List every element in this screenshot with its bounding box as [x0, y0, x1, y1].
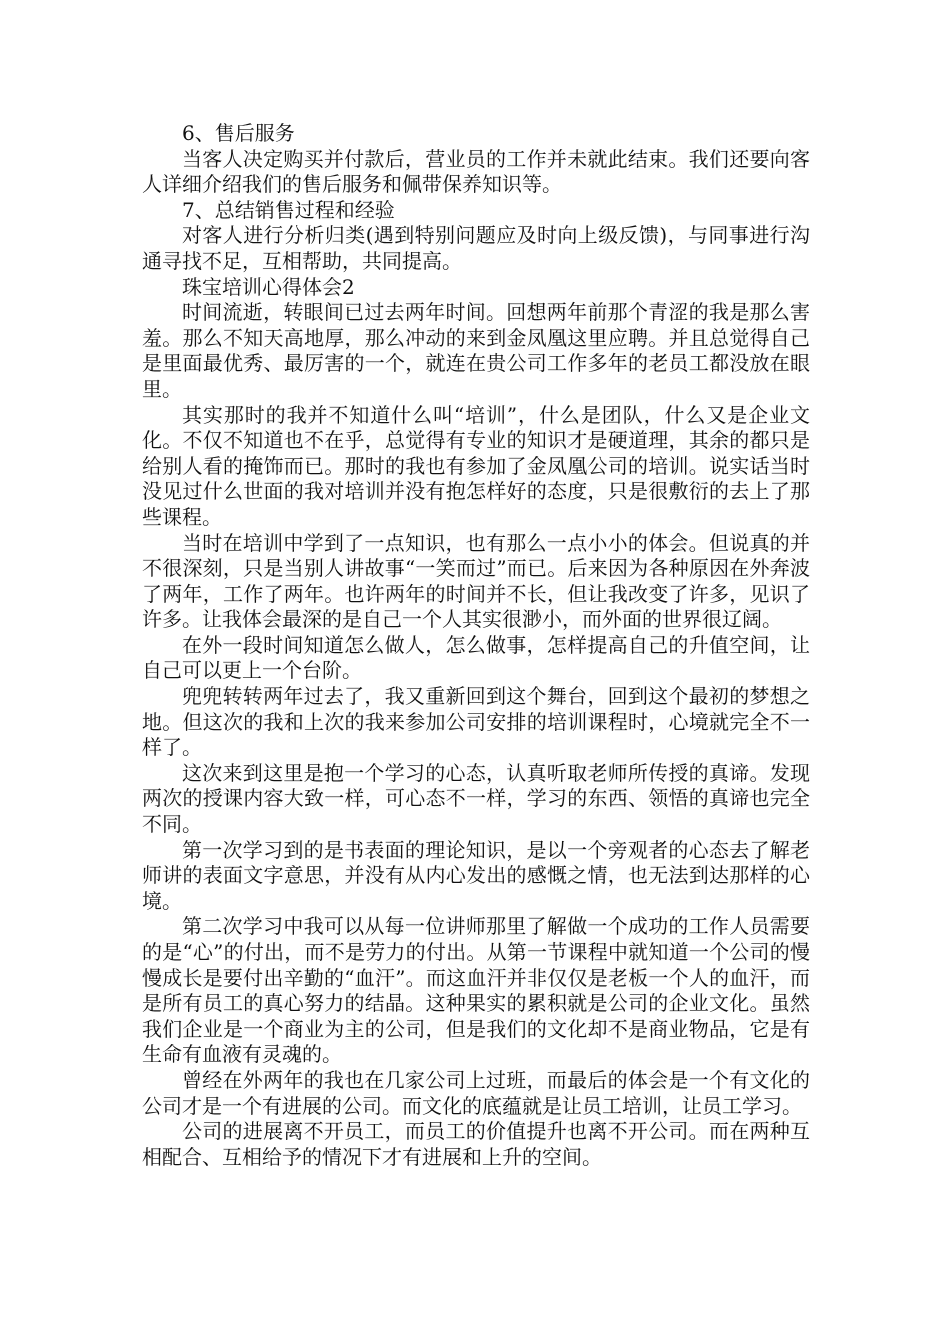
paragraph: 这次来到这里是抱一个学习的心态，认真听取老师所传授的真谛。发现两次的授课内容大致一样，可心态不一样，学习的东西、领悟的真谛也完全不同。: [142, 760, 810, 837]
paragraph: 当客人决定购买并付款后，营业员的工作并未就此结束。我们还要向客人详细介绍我们的售后服务和佩带保养知识等。: [142, 146, 810, 197]
paragraph: 当时在培训中学到了一点知识，也有那么一点小小的体会。但说真的并不很深刻，只是当别人讲故事“一笑而过”而已。后来因为各种原因在外奔波了两年，工作了两年。也许两年的时间并不长，但让我改变了许多，见识了许多。让我体会最深的是自己一个人其实很渺小，而外面的世界很辽阔。: [142, 530, 810, 632]
paragraph: 兜兜转转两年过去了，我又重新回到这个舞台，回到这个最初的梦想之地。但这次的我和上次的我来参加公司安排的培训课程时，心境就完全不一样了。: [142, 684, 810, 760]
paragraph: 在外一段时间知道怎么做人，怎么做事，怎样提高自己的升值空间，让自己可以更上一个台阶。: [142, 632, 810, 683]
paragraph: 其实那时的我并不知道什么叫“培训”，什么是团队，什么又是企业文化。不仅不知道也不在乎，总觉得有专业的知识才是硬道理，其余的都只是给别人看的掩饰而已。那时的我也有参加了金凤凰公司的培训。说实话当时没见过什么世面的我对培训并没有抱怎样好的态度，只是很敷衍的去上了那些课程。: [142, 402, 810, 529]
paragraph: 公司的进展离不开员工，而员工的价值提升也离不开公司。而在两种互相配合、互相给予的情况下才有进展和上升的空间。: [142, 1119, 810, 1169]
document-body: [142, 121, 810, 1170]
paragraph: 第二次学习中我可以从每一位讲师那里了解做一个成功的工作人员需要的是“心”的付出，而不是劳力的付出。从第一节课程中就知道一个公司的慢慢成长是要付出辛勤的“血汗”。而这血汗并非仅仅是老板一个人的血汗，而是所有员工的真心努力的结晶。这种果实的累积就是公司的企业文化。虽然我们企业是一个商业为主的公司，但是我们的文化却不是商业物品，它是有生命有血液有灵魂的。: [142, 914, 810, 1067]
section-heading-after-sales: 6、售后服务: [182, 121, 295, 145]
paragraph: 第一次学习到的是书表面的理论知识，是以一个旁观者的心态去了解老师讲的表面文字意思，并没有从内心发出的感慨之情，也无法到达那样的心境。: [142, 837, 810, 913]
paragraph: 时间流逝，转眼间已过去两年时间。回想两年前那个青涩的我是那么害羞。那么不知天高地厚，那么冲动的来到金凤凰这里应聘。并且总觉得自己是里面最优秀、最厉害的一个，就连在贵公司工作多年的老员工都没放在眼里。: [142, 300, 810, 401]
section-heading-summary: 7、总结销售过程和经验: [182, 197, 395, 222]
paragraph: 曾经在外两年的我也在几家公司上过班，而最后的体会是一个有文化的公司才是一个有进展的公司。而文化的底蕴就是让员工培训，让员工学习。: [142, 1067, 810, 1118]
paragraph: 对客人进行分析归类(遇到特别问题应及时向上级反馈)，与同事进行沟通寻找不足，互相帮助，共同提高。: [142, 223, 810, 273]
article-title: 珠宝培训心得体会2: [182, 274, 355, 299]
